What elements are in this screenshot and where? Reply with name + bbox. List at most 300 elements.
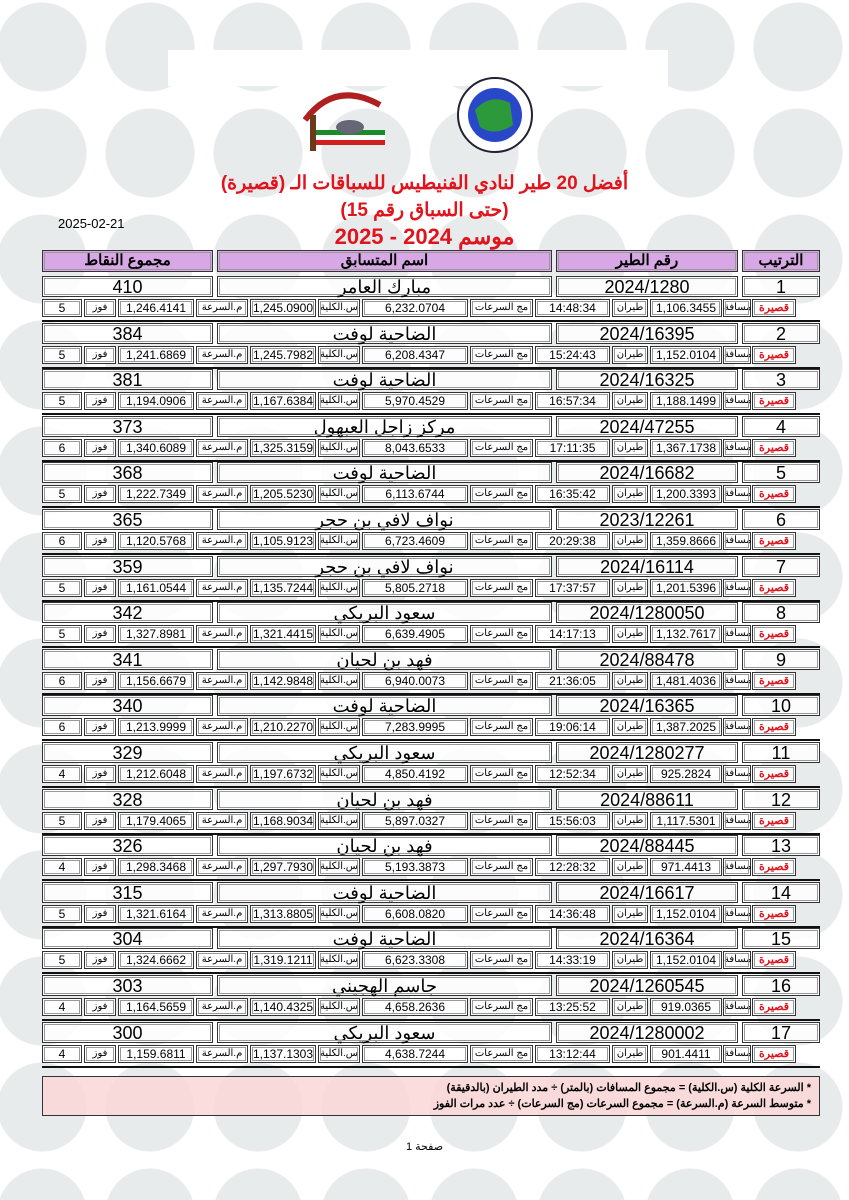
label-flight: طيران bbox=[612, 299, 648, 317]
value-total-speed: 1,135.7244 bbox=[250, 579, 316, 597]
kuwait-racing-pigeon-club-logo bbox=[305, 95, 385, 151]
cell-ring: 2024/1280050 bbox=[556, 602, 738, 623]
label-distance: مسافة bbox=[723, 718, 751, 736]
cell-points: 368 bbox=[42, 462, 213, 483]
value-speed-sum: 6,639.4905 bbox=[362, 625, 468, 643]
label-speed-sum: مج السرعات bbox=[470, 346, 533, 364]
label-avg-speed: م.السرعة bbox=[196, 532, 248, 550]
row-details bbox=[42, 299, 796, 317]
cell-name: فهد بن لحيان bbox=[217, 789, 552, 810]
label-wins: فوز bbox=[84, 858, 116, 876]
label-wins: فوز bbox=[84, 1045, 116, 1063]
label-type: قصيرة bbox=[752, 346, 796, 364]
cell-ring: 2024/1260545 bbox=[556, 975, 738, 996]
value-wins: 6 bbox=[42, 439, 82, 457]
value-speed-sum: 5,970.4529 bbox=[362, 392, 468, 410]
table-row bbox=[42, 975, 820, 1021]
label-type: قصيرة bbox=[752, 299, 796, 317]
label-type: قصيرة bbox=[752, 485, 796, 503]
cell-ring: 2024/16682 bbox=[556, 462, 738, 483]
label-speed-sum: مج السرعات bbox=[470, 625, 533, 643]
row-divider bbox=[42, 1066, 820, 1068]
cell-ring: 2024/88611 bbox=[556, 789, 738, 810]
table-row bbox=[42, 742, 820, 788]
cell-name: جاسم الهجيني bbox=[217, 975, 552, 996]
value-wins: 5 bbox=[42, 392, 82, 410]
label-wins: فوز bbox=[84, 672, 116, 690]
label-speed-sum: مج السرعات bbox=[470, 812, 533, 830]
cell-ring: 2023/12261 bbox=[556, 509, 738, 530]
value-flight: 14:36:48 bbox=[535, 905, 610, 923]
label-distance: مسافة bbox=[723, 998, 751, 1016]
value-total-speed: 1,168.9034 bbox=[250, 812, 316, 830]
kuwait-federation-logo bbox=[458, 78, 532, 152]
cell-name: مبارك العامر bbox=[217, 276, 552, 297]
value-avg-speed: 1,159.6811 bbox=[118, 1045, 194, 1063]
value-flight: 16:35:42 bbox=[535, 485, 610, 503]
row-details bbox=[42, 951, 796, 969]
label-avg-speed: م.السرعة bbox=[196, 1045, 248, 1063]
value-total-speed: 1,105.9123 bbox=[250, 532, 316, 550]
label-speed-sum: مج السرعات bbox=[470, 905, 533, 923]
label-speed-sum: مج السرعات bbox=[470, 439, 533, 457]
table-row bbox=[42, 369, 820, 415]
table-row bbox=[42, 649, 820, 695]
cell-ring: 2024/16617 bbox=[556, 882, 738, 903]
label-flight: طيران bbox=[612, 951, 648, 969]
label-type: قصيرة bbox=[752, 532, 796, 550]
label-type: قصيرة bbox=[752, 672, 796, 690]
label-speed-sum: مج السرعات bbox=[470, 299, 533, 317]
value-avg-speed: 1,321.6164 bbox=[118, 905, 194, 923]
cell-name: نواف لافي بن حجر bbox=[217, 509, 552, 530]
row-details bbox=[42, 905, 796, 923]
label-wins: فوز bbox=[84, 998, 116, 1016]
cell-rank: 13 bbox=[742, 835, 820, 856]
row-details bbox=[42, 439, 796, 457]
label-flight: طيران bbox=[612, 532, 648, 550]
label-distance: مسافة bbox=[723, 579, 751, 597]
value-wins: 4 bbox=[42, 1045, 82, 1063]
report-title: أفضل 20 طير لنادي الفنيطيس للسباقات الـ (قصيرة) bbox=[220, 173, 629, 194]
value-distance: 1,152.0104 bbox=[650, 346, 722, 364]
table-row bbox=[42, 928, 820, 974]
cell-ring: 2024/16325 bbox=[556, 369, 738, 390]
cell-points: 329 bbox=[42, 742, 213, 763]
cell-rank: 10 bbox=[742, 695, 820, 716]
value-total-speed: 1,167.6384 bbox=[250, 392, 316, 410]
label-avg-speed: م.السرعة bbox=[196, 812, 248, 830]
value-wins: 5 bbox=[42, 812, 82, 830]
cell-name: سعود البريكي bbox=[217, 742, 552, 763]
value-distance: 1,481.4036 bbox=[650, 672, 722, 690]
label-total-speed: س.الكلية bbox=[318, 998, 360, 1016]
value-total-speed: 1,140.4325 bbox=[250, 998, 316, 1016]
cell-rank: 16 bbox=[742, 975, 820, 996]
label-avg-speed: م.السرعة bbox=[196, 579, 248, 597]
value-avg-speed: 1,120.5768 bbox=[118, 532, 194, 550]
value-speed-sum: 8,043.6533 bbox=[362, 439, 468, 457]
label-distance: مسافة bbox=[723, 392, 751, 410]
label-wins: فوز bbox=[84, 812, 116, 830]
label-avg-speed: م.السرعة bbox=[196, 392, 248, 410]
label-flight: طيران bbox=[612, 905, 648, 923]
value-total-speed: 1,245.0900 bbox=[250, 299, 316, 317]
label-distance: مسافة bbox=[723, 299, 751, 317]
label-avg-speed: م.السرعة bbox=[196, 672, 248, 690]
cell-ring: 2024/88445 bbox=[556, 835, 738, 856]
cell-points: 381 bbox=[42, 369, 213, 390]
label-speed-sum: مج السرعات bbox=[470, 392, 533, 410]
label-type: قصيرة bbox=[752, 858, 796, 876]
label-distance: مسافة bbox=[723, 1045, 751, 1063]
label-total-speed: س.الكلية bbox=[318, 532, 360, 550]
value-avg-speed: 1,241.6869 bbox=[118, 346, 194, 364]
cell-rank: 11 bbox=[742, 742, 820, 763]
row-details bbox=[42, 812, 796, 830]
cell-points: 384 bbox=[42, 323, 213, 344]
value-distance: 919.0365 bbox=[650, 998, 722, 1016]
label-wins: فوز bbox=[84, 765, 116, 783]
label-wins: فوز bbox=[84, 299, 116, 317]
label-type: قصيرة bbox=[752, 1045, 796, 1063]
label-speed-sum: مج السرعات bbox=[470, 1045, 533, 1063]
value-speed-sum: 6,113.6744 bbox=[362, 485, 468, 503]
value-flight: 15:56:03 bbox=[535, 812, 610, 830]
value-total-speed: 1,245.7982 bbox=[250, 346, 316, 364]
value-flight: 17:11:35 bbox=[535, 439, 610, 457]
season-label: موسم 2024 - 2025 bbox=[334, 224, 515, 249]
cell-ring: 2024/1280002 bbox=[556, 1022, 738, 1043]
label-wins: فوز bbox=[84, 579, 116, 597]
row-details bbox=[42, 1045, 796, 1063]
notes-box bbox=[42, 1076, 820, 1116]
value-wins: 5 bbox=[42, 625, 82, 643]
value-wins: 6 bbox=[42, 532, 82, 550]
value-avg-speed: 1,213.9999 bbox=[118, 718, 194, 736]
cell-rank: 15 bbox=[742, 928, 820, 949]
value-speed-sum: 6,208.4347 bbox=[362, 346, 468, 364]
value-flight: 14:33:19 bbox=[535, 951, 610, 969]
table-header bbox=[42, 250, 820, 272]
label-speed-sum: مج السرعات bbox=[470, 672, 533, 690]
value-flight: 14:17:13 bbox=[535, 625, 610, 643]
label-type: قصيرة bbox=[752, 439, 796, 457]
label-flight: طيران bbox=[612, 998, 648, 1016]
label-speed-sum: مج السرعات bbox=[470, 579, 533, 597]
row-details bbox=[42, 765, 796, 783]
table-row bbox=[42, 323, 820, 369]
cell-points: 410 bbox=[42, 276, 213, 297]
row-details bbox=[42, 485, 796, 503]
label-distance: مسافة bbox=[723, 858, 751, 876]
value-flight: 14:48:34 bbox=[535, 299, 610, 317]
value-distance: 1,359.8666 bbox=[650, 532, 722, 550]
cell-name: الضاحية لوفت bbox=[217, 462, 552, 483]
label-distance: مسافة bbox=[723, 812, 751, 830]
label-total-speed: س.الكلية bbox=[318, 672, 360, 690]
value-flight: 19:06:14 bbox=[535, 718, 610, 736]
label-total-speed: س.الكلية bbox=[318, 392, 360, 410]
label-avg-speed: م.السرعة bbox=[196, 858, 248, 876]
column-header-rank: الترتيب bbox=[742, 250, 820, 272]
label-total-speed: س.الكلية bbox=[318, 625, 360, 643]
value-flight: 17:37:57 bbox=[535, 579, 610, 597]
value-speed-sum: 5,193.3873 bbox=[362, 858, 468, 876]
value-avg-speed: 1,156.6679 bbox=[118, 672, 194, 690]
row-details bbox=[42, 579, 796, 597]
value-avg-speed: 1,327.8981 bbox=[118, 625, 194, 643]
cell-rank: 1 bbox=[742, 276, 820, 297]
label-flight: طيران bbox=[612, 346, 648, 364]
cell-rank: 14 bbox=[742, 882, 820, 903]
table-row bbox=[42, 695, 820, 741]
value-speed-sum: 6,608.0820 bbox=[362, 905, 468, 923]
cell-ring: 2024/88478 bbox=[556, 649, 738, 670]
label-distance: مسافة bbox=[723, 765, 751, 783]
note-total-speed: * السرعة الكلية (س.الكلية) = مجموع المسافات (بالمتر) ÷ مدد الطيران (بالدقيقة) bbox=[446, 1082, 811, 1094]
value-wins: 5 bbox=[42, 905, 82, 923]
value-wins: 5 bbox=[42, 299, 82, 317]
value-distance: 1,106.3455 bbox=[650, 299, 722, 317]
label-speed-sum: مج السرعات bbox=[470, 765, 533, 783]
value-wins: 5 bbox=[42, 485, 82, 503]
label-avg-speed: م.السرعة bbox=[196, 439, 248, 457]
value-speed-sum: 6,623.3308 bbox=[362, 951, 468, 969]
value-total-speed: 1,297.7930 bbox=[250, 858, 316, 876]
cell-points: 315 bbox=[42, 882, 213, 903]
value-distance: 1,201.5396 bbox=[650, 579, 722, 597]
label-type: قصيرة bbox=[752, 812, 796, 830]
value-total-speed: 1,321.4415 bbox=[250, 625, 316, 643]
column-header-ring: رقم الطير bbox=[556, 250, 738, 272]
value-wins: 5 bbox=[42, 346, 82, 364]
cell-name: سعود البريكي bbox=[217, 1022, 552, 1043]
label-type: قصيرة bbox=[752, 765, 796, 783]
table-row bbox=[42, 835, 820, 881]
value-avg-speed: 1,246.4141 bbox=[118, 299, 194, 317]
label-total-speed: س.الكلية bbox=[318, 718, 360, 736]
cell-name: الضاحية لوفت bbox=[217, 695, 552, 716]
cell-rank: 12 bbox=[742, 789, 820, 810]
table-row bbox=[42, 276, 820, 322]
row-details bbox=[42, 625, 796, 643]
label-avg-speed: م.السرعة bbox=[196, 905, 248, 923]
label-wins: فوز bbox=[84, 346, 116, 364]
value-total-speed: 1,210.2270 bbox=[250, 718, 316, 736]
label-distance: مسافة bbox=[723, 439, 751, 457]
value-distance: 925.2824 bbox=[650, 765, 722, 783]
value-total-speed: 1,313.8805 bbox=[250, 905, 316, 923]
label-wins: فوز bbox=[84, 439, 116, 457]
label-distance: مسافة bbox=[723, 625, 751, 643]
value-wins: 6 bbox=[42, 718, 82, 736]
cell-points: 342 bbox=[42, 602, 213, 623]
value-distance: 1,152.0104 bbox=[650, 905, 722, 923]
cell-rank: 5 bbox=[742, 462, 820, 483]
label-flight: طيران bbox=[612, 485, 648, 503]
row-details bbox=[42, 672, 796, 690]
cell-name: الضاحية لوفت bbox=[217, 369, 552, 390]
label-total-speed: س.الكلية bbox=[318, 905, 360, 923]
row-details bbox=[42, 532, 796, 550]
label-flight: طيران bbox=[612, 625, 648, 643]
cell-name: الضاحية لوفت bbox=[217, 882, 552, 903]
row-details bbox=[42, 346, 796, 364]
column-header-name: اسم المتسابق bbox=[217, 250, 552, 272]
row-details bbox=[42, 858, 796, 876]
value-flight: 16:57:34 bbox=[535, 392, 610, 410]
label-wins: فوز bbox=[84, 625, 116, 643]
value-avg-speed: 1,222.7349 bbox=[118, 485, 194, 503]
table-row bbox=[42, 556, 820, 602]
value-distance: 1,152.0104 bbox=[650, 951, 722, 969]
cell-ring: 2024/16364 bbox=[556, 928, 738, 949]
label-type: قصيرة bbox=[752, 579, 796, 597]
label-total-speed: س.الكلية bbox=[318, 858, 360, 876]
value-speed-sum: 4,658.2636 bbox=[362, 998, 468, 1016]
label-distance: مسافة bbox=[723, 672, 751, 690]
label-wins: فوز bbox=[84, 718, 116, 736]
label-avg-speed: م.السرعة bbox=[196, 625, 248, 643]
report-date: 2025-02-21 bbox=[58, 216, 125, 231]
cell-points: 328 bbox=[42, 789, 213, 810]
value-flight: 13:12:44 bbox=[535, 1045, 610, 1063]
row-details bbox=[42, 718, 796, 736]
cell-ring: 2024/16395 bbox=[556, 323, 738, 344]
label-speed-sum: مج السرعات bbox=[470, 485, 533, 503]
cell-name: مركز زاجل العبهول bbox=[217, 416, 552, 437]
cell-points: 341 bbox=[42, 649, 213, 670]
page-number: صفحة 1 bbox=[405, 1141, 444, 1153]
label-flight: طيران bbox=[612, 765, 648, 783]
label-total-speed: س.الكلية bbox=[318, 299, 360, 317]
label-avg-speed: م.السرعة bbox=[196, 951, 248, 969]
column-header-points: مجموع النقاط bbox=[42, 250, 213, 272]
label-avg-speed: م.السرعة bbox=[196, 765, 248, 783]
cell-rank: 17 bbox=[742, 1022, 820, 1043]
value-avg-speed: 1,340.6089 bbox=[118, 439, 194, 457]
value-flight: 21:36:05 bbox=[535, 672, 610, 690]
value-distance: 971.4413 bbox=[650, 858, 722, 876]
label-distance: مسافة bbox=[723, 905, 751, 923]
label-type: قصيرة bbox=[752, 718, 796, 736]
value-total-speed: 1,319.1211 bbox=[250, 951, 316, 969]
cell-ring: 2024/1280277 bbox=[556, 742, 738, 763]
label-type: قصيرة bbox=[752, 625, 796, 643]
label-wins: فوز bbox=[84, 905, 116, 923]
label-wins: فوز bbox=[84, 485, 116, 503]
cell-ring: 2024/1280 bbox=[556, 276, 738, 297]
cell-rank: 9 bbox=[742, 649, 820, 670]
value-speed-sum: 4,850.4192 bbox=[362, 765, 468, 783]
value-total-speed: 1,325.3159 bbox=[250, 439, 316, 457]
cell-name: فهد بن لحيان bbox=[217, 649, 552, 670]
cell-rank: 2 bbox=[742, 323, 820, 344]
value-wins: 4 bbox=[42, 858, 82, 876]
cell-rank: 8 bbox=[742, 602, 820, 623]
value-wins: 4 bbox=[42, 765, 82, 783]
label-distance: مسافة bbox=[723, 346, 751, 364]
label-avg-speed: م.السرعة bbox=[196, 346, 248, 364]
cell-rank: 7 bbox=[742, 556, 820, 577]
table-row bbox=[42, 1022, 820, 1068]
value-flight: 13:25:52 bbox=[535, 998, 610, 1016]
label-flight: طيران bbox=[612, 1045, 648, 1063]
value-distance: 1,117.5301 bbox=[650, 812, 722, 830]
value-total-speed: 1,142.9848 bbox=[250, 672, 316, 690]
report-subtitle: (حتى السباق رقم 15) bbox=[340, 200, 509, 221]
label-type: قصيرة bbox=[752, 998, 796, 1016]
cell-points: 340 bbox=[42, 695, 213, 716]
value-speed-sum: 7,283.9995 bbox=[362, 718, 468, 736]
label-flight: طيران bbox=[612, 439, 648, 457]
cell-points: 304 bbox=[42, 928, 213, 949]
value-speed-sum: 6,940.0073 bbox=[362, 672, 468, 690]
label-total-speed: س.الكلية bbox=[318, 579, 360, 597]
cell-name: الضاحية لوفت bbox=[217, 928, 552, 949]
value-flight: 15:24:43 bbox=[535, 346, 610, 364]
label-flight: طيران bbox=[612, 812, 648, 830]
cell-rank: 3 bbox=[742, 369, 820, 390]
table-row bbox=[42, 462, 820, 508]
row-details bbox=[42, 392, 796, 410]
label-avg-speed: م.السرعة bbox=[196, 299, 248, 317]
label-flight: طيران bbox=[612, 579, 648, 597]
label-flight: طيران bbox=[612, 718, 648, 736]
logos bbox=[295, 75, 545, 155]
label-wins: فوز bbox=[84, 951, 116, 969]
table-row bbox=[42, 416, 820, 462]
cell-points: 373 bbox=[42, 416, 213, 437]
label-type: قصيرة bbox=[752, 905, 796, 923]
value-speed-sum: 4,638.7244 bbox=[362, 1045, 468, 1063]
row-details bbox=[42, 998, 796, 1016]
label-speed-sum: مج السرعات bbox=[470, 718, 533, 736]
label-total-speed: س.الكلية bbox=[318, 812, 360, 830]
label-total-speed: س.الكلية bbox=[318, 346, 360, 364]
label-flight: طيران bbox=[612, 858, 648, 876]
label-wins: فوز bbox=[84, 392, 116, 410]
label-speed-sum: مج السرعات bbox=[470, 998, 533, 1016]
cell-points: 326 bbox=[42, 835, 213, 856]
value-speed-sum: 6,232.0704 bbox=[362, 299, 468, 317]
table-row bbox=[42, 789, 820, 835]
table-row bbox=[42, 602, 820, 648]
cell-ring: 2024/16365 bbox=[556, 695, 738, 716]
label-avg-speed: م.السرعة bbox=[196, 998, 248, 1016]
label-total-speed: س.الكلية bbox=[318, 1045, 360, 1063]
value-total-speed: 1,137.1303 bbox=[250, 1045, 316, 1063]
cell-points: 359 bbox=[42, 556, 213, 577]
cell-rank: 6 bbox=[742, 509, 820, 530]
label-speed-sum: مج السرعات bbox=[470, 858, 533, 876]
value-flight: 12:28:32 bbox=[535, 858, 610, 876]
label-flight: طيران bbox=[612, 392, 648, 410]
label-flight: طيران bbox=[612, 672, 648, 690]
note-average-speed: * متوسط السرعة (م.السرعة) = مجموع السرعات (مج السرعات) ÷ عدد مرات الفوز bbox=[433, 1098, 811, 1110]
value-distance: 901.4411 bbox=[650, 1045, 722, 1063]
label-distance: مسافة bbox=[723, 485, 751, 503]
cell-ring: 2024/16114 bbox=[556, 556, 738, 577]
label-distance: مسافة bbox=[723, 951, 751, 969]
cell-name: فهد بن لحيان bbox=[217, 835, 552, 856]
cell-rank: 4 bbox=[742, 416, 820, 437]
label-speed-sum: مج السرعات bbox=[470, 951, 533, 969]
value-avg-speed: 1,298.3468 bbox=[118, 858, 194, 876]
cell-points: 303 bbox=[42, 975, 213, 996]
value-speed-sum: 5,805.2718 bbox=[362, 579, 468, 597]
